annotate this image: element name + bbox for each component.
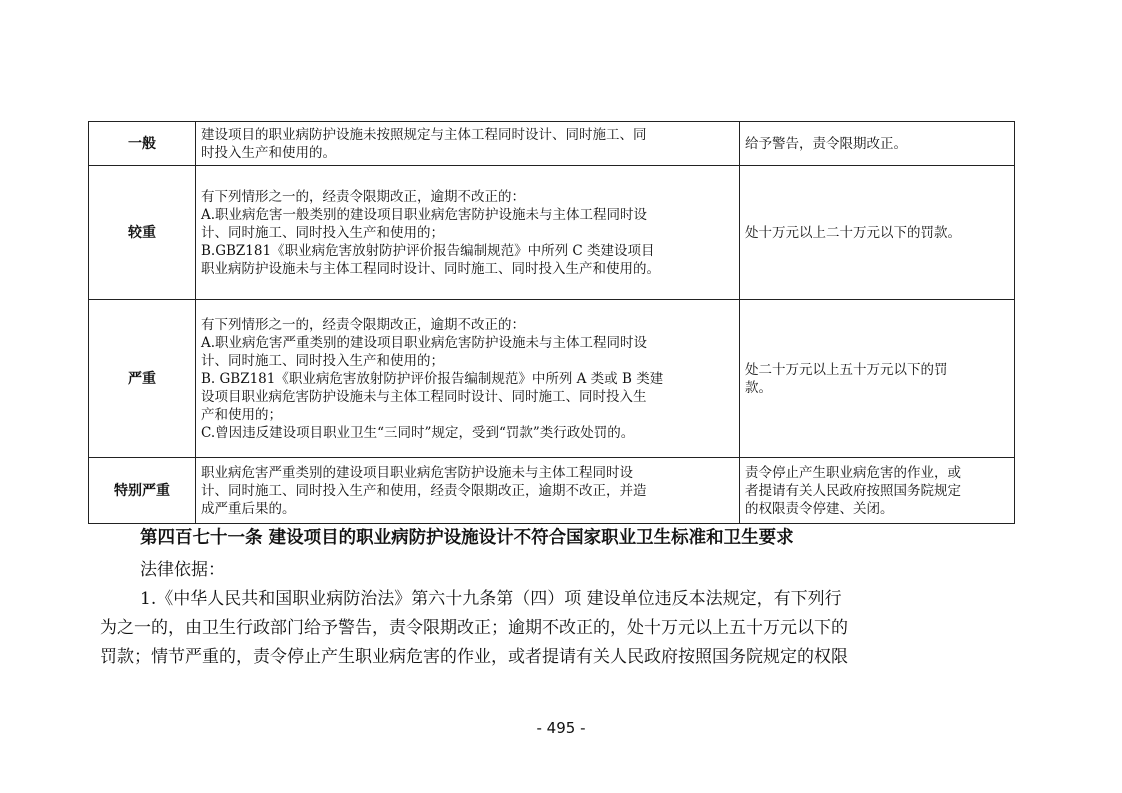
paragraph-line: 1.《中华人民共和国职业病防治法》第六十九条第（四）项 建设单位违反本法规定，有下列行 <box>140 589 842 609</box>
condition-line: 建设项目的职业病防护设施未按照规定与主体工程同时设计、同时施工、同 <box>201 126 647 143</box>
condition-line: 计、同时施工、同时投入生产和使用的； <box>201 224 444 241</box>
legal-basis-paragraph <box>100 585 1022 672</box>
level-cell: 特别严重 <box>89 458 196 524</box>
penalty-cell <box>740 300 1015 458</box>
condition-line: A.职业病危害一般类别的建设项目职业病危害防护设施未与主体工程同时设 <box>201 206 648 223</box>
paragraph-line: 罚款；情节严重的，责令停止产生职业病危害的作业，或者提请有关人民政府按照国务院规定的权限 <box>100 647 848 667</box>
level-cell: 一般 <box>89 122 196 166</box>
penalty-line: 款。 <box>745 379 772 396</box>
condition-line: 成严重后果的。 <box>201 500 296 517</box>
condition-line: B. GBZ181《职业病危害放射防护评价报告编制规范》中所列 A 类或 B 类建 <box>201 370 664 387</box>
table-row <box>89 122 1015 166</box>
condition-line: 有下列情形之一的，经责令限期改正，逾期不改正的： <box>201 316 525 333</box>
penalty-cell <box>740 166 1015 300</box>
legal-basis-label: 法律依据： <box>140 560 225 580</box>
table-row <box>89 458 1015 524</box>
condition-line: 计、同时施工、同时投入生产和使用，经责令限期改正，逾期不改正，并造 <box>201 482 647 499</box>
level-cell: 较重 <box>89 166 196 300</box>
penalty-line: 处十万元以上二十万元以下的罚款。 <box>745 224 961 241</box>
condition-cell <box>196 166 740 300</box>
penalty-line: 给予警告，责令限期改正。 <box>745 135 907 152</box>
penalty-line: 处二十万元以上五十万元以下的罚 <box>745 361 948 378</box>
level-cell: 严重 <box>89 300 196 458</box>
condition-line: B.GBZ181《职业病危害放射防护评价报告编制规范》中所列 C 类建设项目 <box>201 242 655 259</box>
condition-cell <box>196 300 740 458</box>
penalty-line: 责令停止产生职业病危害的作业，或 <box>745 464 961 481</box>
condition-cell <box>196 122 740 166</box>
condition-line: 设项目职业病危害防护设施未与主体工程同时设计、同时施工、同时投入生 <box>201 388 647 405</box>
table-row <box>89 166 1015 300</box>
condition-line: 职业病危害严重类别的建设项目职业病危害防护设施未与主体工程同时设 <box>201 464 633 481</box>
condition-line: 计、同时施工、同时投入生产和使用的； <box>201 352 444 369</box>
article-heading: 第四百七十一条 建设项目的职业病防护设施设计不符合国家职业卫生标准和卫生要求 <box>140 528 794 548</box>
condition-line: 职业病防护设施未与主体工程同时设计、同时施工、同时投入生产和使用的。 <box>201 260 660 277</box>
condition-cell <box>196 458 740 524</box>
penalty-line: 的权限责令停建、关闭。 <box>745 500 894 517</box>
penalty-cell <box>740 122 1015 166</box>
penalty-table <box>88 121 1015 524</box>
paragraph-line: 为之一的，由卫生行政部门给予警告，责令限期改正；逾期不改正的，处十万元以上五十万元以下的 <box>100 618 848 638</box>
table-row <box>89 300 1015 458</box>
condition-line: C.曾因违反建设项目职业卫生“三同时”规定，受到“罚款”类行政处罚的。 <box>201 424 635 441</box>
penalty-line: 者提请有关人民政府按照国务院规定 <box>745 482 961 499</box>
penalty-cell <box>740 458 1015 524</box>
condition-line: 有下列情形之一的，经责令限期改正，逾期不改正的： <box>201 188 525 205</box>
condition-line: 时投入生产和使用的。 <box>201 144 336 161</box>
condition-line: 产和使用的； <box>201 406 282 423</box>
page-number: - 495 - <box>536 719 586 737</box>
condition-line: A.职业病危害严重类别的建设项目职业病危害防护设施未与主体工程同时设 <box>201 334 648 351</box>
